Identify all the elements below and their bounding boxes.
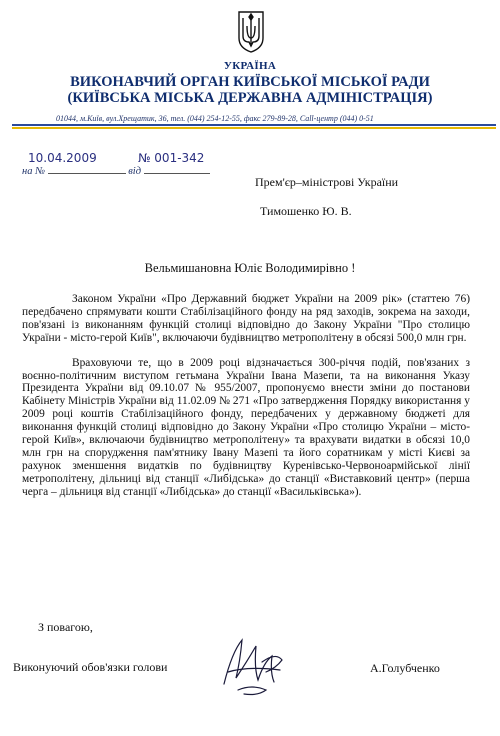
reference-number-blank xyxy=(48,173,126,174)
addressee-name: Тимошенко Ю. В. xyxy=(260,204,352,218)
body-paragraph: Враховуючи те, що в 2009 році відзначається 300-річчя подій, пов'язаних з воєнно-політичним виступом гетьмана України Івана Мазепи, та на виконання Указу Президента України від 09.10.07 № 955/2007, пропонуємо внести зміни до постанови Кабінету Міністрів України від 11.02.09 № 271 «Про затвердження Порядку використання у 2009 році коштів Стабілізаційного фонду, передбачених у державному бюджеті для виконання функцій столиці відповідно до Закону України «Про столицю України – місто-герой Київ», включаючи будівництво метрополітену» та врахувати видатки в обсязі 10,0 млн грн на спорудження пам'ятнику Івану Мазепі та його соратникам у місті Києві за рахунок зменшення видатків по будівництву Куренівсько-Червоноармійської лінії метрополітену, дільниці від станції «Либідська» до станції «Виставковий центр» (перша черга – дільниця від станції «Либідська» до станції «Васильківська»). xyxy=(22,356,470,498)
reference-number-label: на № xyxy=(22,166,45,177)
handwritten-signature xyxy=(218,632,288,698)
handwritten-date: 10.04.2009 xyxy=(28,151,97,165)
country-name: УКРАЇНА xyxy=(223,60,277,72)
reference-date-blank xyxy=(144,173,210,174)
handwritten-number: № 001-342 xyxy=(138,151,205,165)
reference-from-label: від xyxy=(128,166,142,177)
addressee-position: Прем'єр–міністрові України xyxy=(255,175,399,189)
signer-title: Виконуючий обов'язки голови xyxy=(13,660,168,674)
closing-regards: З повагою, xyxy=(38,620,93,634)
organization-address: 01044, м.Київ, вул.Хрещатик, 36, тел. (044) 254-12-55, факс 279-89-28, Call-центр (044) 0-51 xyxy=(56,114,374,123)
header-rule-blue xyxy=(12,124,496,126)
organization-name: ВИКОНАВЧИЙ ОРГАН КИЇВСЬКОЇ МІСЬКОЇ РАДИ xyxy=(70,74,430,90)
organization-subtitle: (КИЇВСЬКА МІСЬКА ДЕРЖАВНА АДМІНІСТРАЦІЯ) xyxy=(67,90,433,106)
salutation: Вельмишановна Юліє Володимирівно ! xyxy=(144,261,356,275)
body-paragraph: Законом України «Про Державний бюджет України на 2009 рік» (статтею 76) передбачено спрямувати кошти Стабілізаційного фонду на ряд заходів, зокрема на заходи, пов'язані із виконанням функцій столиці відповідно до Закону України "Про столицю України - місто-герой Київ", включаючи будівництво метрополітену в обсязі 500,0 млн грн. xyxy=(22,293,470,344)
header-rule-yellow xyxy=(12,127,496,129)
trident-emblem-icon xyxy=(236,8,266,54)
signer-name: А.Голубченко xyxy=(370,661,440,675)
reference-line xyxy=(22,166,210,177)
letter-body xyxy=(22,293,470,511)
